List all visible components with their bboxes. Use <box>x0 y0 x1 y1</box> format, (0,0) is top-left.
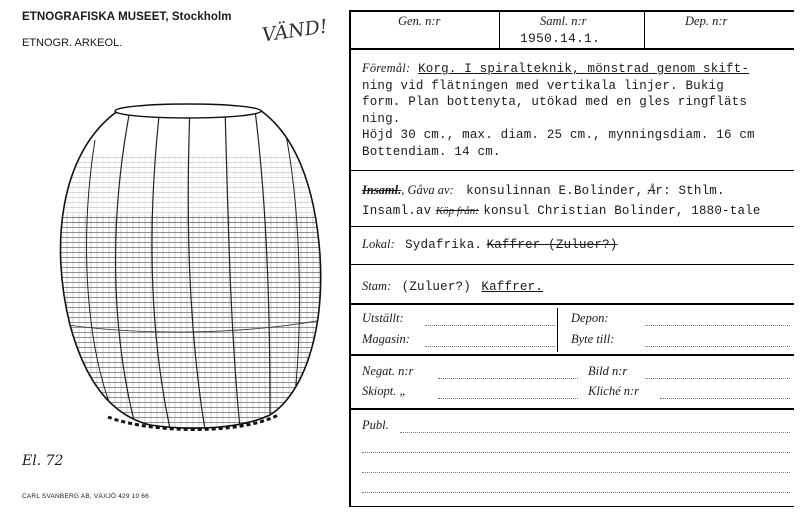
publ-line-3 <box>362 472 790 473</box>
utstallt-label: Utställt: <box>362 311 404 325</box>
lokal-label: Lokal: <box>362 237 395 251</box>
card-bottom-border <box>349 506 794 507</box>
gava-struck-label: Insaml. <box>362 183 402 197</box>
initials-signature: El. 72 <box>22 453 64 469</box>
gava-value: konsulinnan E.Bolinder, <box>466 184 644 198</box>
utstallt-field <box>425 325 555 326</box>
lokal-row <box>362 235 617 253</box>
foremal-bottom-line <box>349 170 794 171</box>
foremal-text-2: ning vid flätningen med vertikala linjer. Bukig <box>362 78 724 93</box>
saml-label: Saml. n:r <box>540 14 587 28</box>
stam-row <box>362 277 543 295</box>
museum-city: Stockholm <box>171 11 232 23</box>
negat-label: Negat. n:r <box>362 364 414 378</box>
byte-till-field <box>645 346 790 347</box>
card-left-border <box>349 10 351 507</box>
gen-label: Gen. n:r <box>398 14 441 28</box>
magasin-field <box>425 346 555 347</box>
stam-value: (Zuluer?) <box>401 280 471 294</box>
cliche-field <box>660 398 790 399</box>
header-divider-2 <box>644 10 645 48</box>
storage-bottom-line <box>349 354 794 356</box>
publ-line-4 <box>362 492 790 493</box>
depon-label: Depon: <box>571 311 609 325</box>
publ-line-1 <box>400 432 790 433</box>
printer-line: CARL SVANBERG AB, VÄXJÖ 429 10 66 <box>22 493 149 500</box>
negat-bottom-line <box>349 408 794 410</box>
saml-value: 1950.14.1. <box>520 31 601 46</box>
storage-divider <box>557 308 558 352</box>
card-top-border <box>349 10 794 12</box>
bild-field <box>645 378 790 379</box>
foremal-section <box>362 60 794 160</box>
insaml-label: Insaml.av <box>362 204 432 218</box>
magasin-label: Magasin: <box>362 332 410 346</box>
lokal-value: Sydafrika. <box>405 238 483 252</box>
foremal-text-5: Höjd 30 cm., max. diam. 25 cm., mynningsdiam. 16 cm <box>362 128 755 142</box>
stam-value-2: Kaffrer. <box>481 280 544 294</box>
foremal-text-3: form. Plan bottenyta, utökad med en gles ringfläts <box>362 95 748 109</box>
stam-bottom-line <box>349 303 794 305</box>
insaml-row <box>362 201 761 219</box>
gava-suffix: r: Sthlm. <box>655 184 725 198</box>
kop-fran-struck: Köp från: <box>435 205 479 217</box>
department-label: ETNOGR. ARKEOL. <box>22 37 123 49</box>
bild-label: Bild n:r <box>588 364 628 378</box>
header-bottom-line <box>349 48 794 50</box>
basket-illustration <box>40 95 340 435</box>
publ-label: Publ. <box>362 418 389 432</box>
foremal-text-4: ning. <box>362 111 401 126</box>
museum-name <box>22 11 232 23</box>
gava-label: , Gåva av: <box>401 183 454 197</box>
gava-bottom-line <box>349 226 794 227</box>
byte-till-label: Byte till: <box>571 332 615 346</box>
foremal-line <box>362 60 794 78</box>
gava-row <box>362 181 725 199</box>
publ-line-2 <box>362 452 790 453</box>
skiopt-field <box>438 398 578 399</box>
cliche-label: Kliché n:r <box>588 384 640 398</box>
foremal-text-6: Bottendiam. 14 cm. <box>362 144 501 159</box>
stam-label: Stam: <box>362 279 392 293</box>
depon-field <box>645 325 790 326</box>
museum-name-text: ETNOGRAFISKA MUSEET, <box>22 11 169 23</box>
foremal-text-1: Korg. I spiralteknik, mönstrad genom skift- <box>418 62 750 76</box>
lokal-bottom-line <box>349 264 794 265</box>
negat-field <box>438 378 578 379</box>
handwritten-note: VÄND! <box>260 15 329 47</box>
skiopt-label: Skiopt. „ <box>362 384 407 398</box>
lokal-struck-value: Kaffrer (Zuluer?) <box>486 238 618 252</box>
insaml-value: konsul Christian Bolinder, 1880-tale <box>483 204 761 218</box>
foremal-label: Föremål: <box>362 61 411 75</box>
header-divider-1 <box>499 10 500 48</box>
dep-label: Dep. n:r <box>685 14 728 28</box>
gava-suffix-struck: Å <box>647 183 656 197</box>
